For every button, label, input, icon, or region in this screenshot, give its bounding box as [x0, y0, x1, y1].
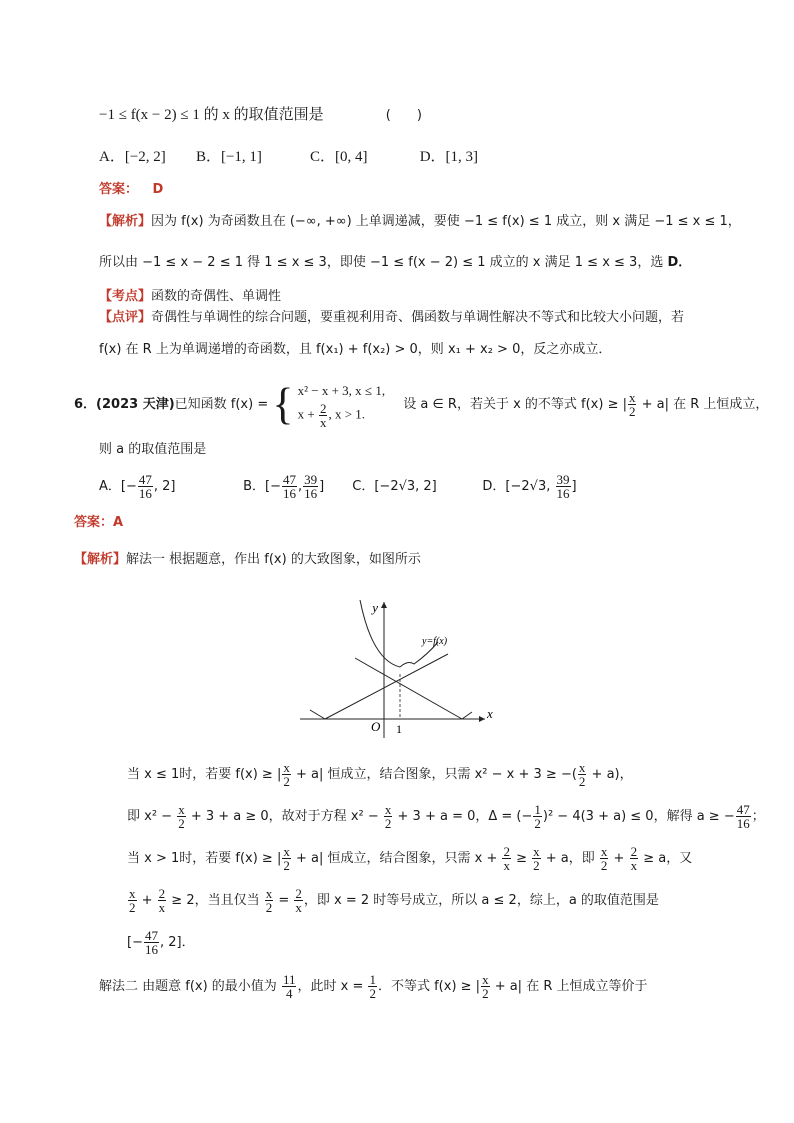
frac-num: 2	[630, 844, 638, 859]
frac-den: 2	[178, 816, 185, 831]
q6-option-a	[99, 472, 239, 502]
abs-line-left-short	[310, 710, 325, 719]
method2-c: ．不等式 f(x) ≥ |	[377, 979, 481, 994]
sol4-c: =	[274, 893, 294, 908]
frac-num: 47	[736, 802, 750, 817]
q6-stem	[74, 380, 768, 429]
method2-d: + a| 在 R 上恒成立等价于	[490, 979, 648, 994]
sol1-frac1	[282, 761, 291, 788]
q6-stem-line2-text: 则 a 的取值范围是	[99, 442, 207, 457]
frac-num: 1	[369, 972, 376, 987]
q5-kaodian-tag: 【考点】	[99, 289, 152, 304]
frac-den: 16	[556, 486, 570, 501]
sol2-frac3	[533, 803, 542, 830]
frac-den: 2	[534, 816, 541, 831]
method2-b: ，此时 x =	[297, 979, 368, 994]
case-2	[298, 402, 385, 429]
sol3-a: 当 x > 1时，若要 f(x) ≥ |	[127, 851, 282, 866]
q5-analysis-choice: D．	[667, 255, 692, 270]
x-axis-arrow	[479, 716, 485, 722]
sol2-b: + 3 + a ≥ 0，故对于方程 x² −	[186, 809, 383, 824]
frac-den: x	[503, 858, 510, 873]
method2-frac3	[481, 973, 490, 1000]
frac-num: x	[265, 886, 273, 901]
opt-d-post: ]	[571, 479, 577, 494]
opt-a-post: , 2]	[153, 479, 176, 494]
q5-analysis-text1: 因为 f(x) 为奇函数且在 (−∞, +∞) 上单调递减，要使 −1 ≤ f(x) ≤ 1 成立，则 x 满足 −1 ≤ x ≤ 1，	[151, 214, 741, 229]
frac-num: x	[578, 760, 586, 775]
q5-options	[99, 147, 504, 168]
q5-stem	[99, 105, 422, 126]
frac-num: 39	[556, 472, 570, 487]
sol-line3	[127, 844, 692, 874]
sol5-a: [−	[127, 935, 143, 950]
case-2-pre: x +	[297, 406, 318, 422]
piecewise-cases	[298, 380, 385, 429]
sol4-frac3	[265, 887, 274, 914]
frac-num: 1	[534, 802, 541, 817]
q5-answer-label: 答案：	[99, 182, 139, 197]
sol2-d: )² − 4(3 + a) ≤ 0，解得 a ≥ −	[542, 809, 735, 824]
sol-line5	[127, 928, 195, 958]
curve-label: y=f(x)	[422, 636, 448, 647]
frac-num: x	[178, 802, 185, 817]
q5-option-b: B．[−1, 1]	[195, 149, 262, 165]
frac-num: 2	[503, 844, 510, 859]
opt-b-post: ]	[319, 479, 325, 494]
sol2-a: 即 x² −	[127, 809, 177, 824]
frac-den: 2	[482, 986, 489, 1001]
sol-line4	[127, 886, 659, 916]
opt-a-frac	[138, 473, 153, 500]
sol5-frac	[144, 929, 159, 956]
sol4-frac2	[158, 887, 167, 914]
sol3-frac3	[532, 845, 541, 872]
sol2-frac1	[177, 803, 186, 830]
sol4-b: ≥ 2，当且仅当	[167, 893, 264, 908]
method2-line	[99, 972, 648, 1002]
sol3-frac5	[630, 845, 639, 872]
frac-num: x	[384, 802, 392, 817]
q5-dianping-line1	[99, 308, 684, 328]
q6-method1-title	[74, 550, 421, 570]
frac-den: 2	[600, 858, 608, 873]
q5-kaodian-text: 函数的奇偶性、单调性	[151, 289, 282, 304]
sol4-frac1	[128, 887, 137, 914]
method2-frac1	[282, 973, 297, 1000]
q5-analysis-line1	[99, 212, 741, 232]
frac-num: x	[129, 886, 136, 901]
frac-den: x	[295, 900, 302, 915]
q6-option-b: B．[− $\frac{47}{16}$ , $\frac{39}{16}$ ]	[243, 472, 325, 501]
y-axis-label: y	[372, 600, 378, 615]
q5-option-c: C．[0, 4]	[310, 149, 368, 165]
origin-label: O	[371, 719, 381, 734]
frac-den: 2	[369, 986, 376, 1001]
frac-den: 2	[384, 816, 392, 831]
q6-stem-mid: 设 a ∈ R，若关于 x 的不等式 f(x) ≥ |	[403, 397, 627, 412]
frac-num: 47	[283, 472, 297, 487]
q5-dianping-text1: 奇偶性与单调性的综合问题，要重视利用奇、偶函数与单调性解决不等式和比较大小问题，若	[151, 310, 685, 325]
method2-a: 解法二 由题意 f(x) 的最小值为	[99, 979, 281, 994]
method2-frac2	[368, 973, 377, 1000]
sol3-f: ≥ a，又	[639, 851, 693, 866]
frac-den: 2	[628, 404, 636, 419]
tick-one-label: 1	[396, 722, 402, 736]
parabola-branch	[360, 600, 400, 667]
function-graph	[290, 590, 510, 740]
y-axis-arrow	[381, 602, 387, 608]
case-2-post: , x > 1.	[328, 406, 366, 422]
frac-den: 2	[283, 858, 290, 873]
frac-num: 2	[158, 886, 166, 901]
q6-answer-text: 答案：A	[74, 515, 124, 530]
q6-stem-pre: 已知函数 f(x) =	[174, 397, 269, 412]
opt-d-pre: D．[−2√3,	[482, 479, 555, 494]
frac-num: 11	[282, 972, 296, 987]
frac-den: x	[158, 900, 166, 915]
sol1-frac2	[578, 761, 587, 788]
frac-den: 16	[283, 486, 297, 501]
sol1-a: 当 x ≤ 1时，若要 f(x) ≥ |	[127, 767, 282, 782]
q6-method1-text: 解法一 根据题意，作出 f(x) 的大致图象，如图所示	[126, 552, 421, 567]
opt-b-pre: B．[−	[243, 479, 282, 494]
q5-option-a: A．[−2, 2]	[99, 149, 166, 165]
frac-den: 16	[304, 486, 318, 501]
opt-a-pre: A．[−	[99, 479, 137, 494]
sol3-b: + a| 恒成立，结合图象，只需 x +	[291, 851, 502, 866]
q6-stem-mid2: + a| 在 R 上恒成立，	[637, 397, 769, 412]
abs-line-falling	[355, 658, 462, 719]
sol2-c: + 3 + a = 0，Δ = (−	[393, 809, 533, 824]
q5-dianping-text2: f(x) 在 R 上为单调递增的奇函数，且 f(x₁) + f(x₂) > 0，则 x₁ + x₂ > 0，反之亦成立．	[99, 342, 612, 357]
abs-line-rising	[325, 654, 448, 719]
frac-num: x	[283, 844, 290, 859]
frac-num: x	[283, 760, 290, 775]
frac-den: x	[319, 415, 327, 430]
frac-num: 2	[319, 401, 327, 416]
sol2-frac4	[736, 803, 751, 830]
sol1-c: + a)，	[587, 767, 633, 782]
q5-dianping-tag: 【点评】	[99, 310, 152, 325]
q5-option-d: D．[1, 3]	[419, 149, 479, 165]
q5-kaodian	[99, 287, 281, 307]
frac-den: 16	[736, 816, 750, 831]
q5-analysis-tag: 【解析】	[99, 214, 152, 229]
frac-num: x	[600, 844, 608, 859]
sol4-a: +	[137, 893, 157, 908]
q5-answer	[99, 180, 163, 200]
frac-den: 2	[578, 774, 586, 789]
sol3-frac4	[600, 845, 609, 872]
sol4-frac4	[294, 887, 303, 914]
q5-analysis-text2: 所以由 −1 ≤ x − 2 ≤ 1 得 1 ≤ x ≤ 3，即使 −1 ≤ f(x − 2) ≤ 1 成立的 x 满足 1 ≤ x ≤ 3，选	[99, 255, 668, 270]
q5-answer-paren: ( )	[385, 108, 422, 123]
q6-number: 6．	[74, 397, 97, 412]
abs-line-right-short	[462, 712, 472, 719]
frac-den: 2	[265, 900, 273, 915]
frac-den: 2	[129, 900, 136, 915]
q5-dianping-line2	[99, 340, 611, 360]
q5-answer-value: D	[152, 182, 164, 197]
frac-num: x	[628, 390, 636, 405]
frac-den: 2	[533, 858, 540, 873]
frac-den: 4	[285, 986, 293, 1001]
piecewise-brace: {	[272, 379, 294, 429]
case-2-frac	[319, 402, 328, 429]
sol2-e: ；	[751, 809, 765, 824]
case-1: x² − x + 3, x ≤ 1,	[297, 383, 386, 398]
q6-analysis-tag: 【解析】	[74, 552, 127, 567]
frac-num: 47	[138, 472, 152, 487]
sol1-b: + a| 恒成立，结合图象，只需 x² − x + 3 ≥ −(	[291, 767, 577, 782]
q6-option-c: C．[−2√3, 2]	[352, 479, 437, 494]
frac-num: 39	[304, 472, 318, 487]
sol4-d: ，即 x = 2 时等号成立，所以 a ≤ 2，综上，a 的取值范围是	[303, 893, 659, 908]
sol-line2	[127, 802, 765, 832]
frac-den: x	[630, 858, 638, 873]
frac-num: x	[533, 844, 540, 859]
q6-answer	[74, 513, 123, 533]
frac-num: x	[482, 972, 489, 987]
opt-d-frac	[556, 473, 571, 500]
q6-stem-frac	[628, 391, 637, 418]
q5-stem-text: −1 ≤ f(x − 2) ≤ 1 的 x 的取值范围是	[99, 107, 324, 123]
frac-den: 2	[283, 774, 290, 789]
sol3-frac1	[282, 845, 291, 872]
q5-analysis-line2	[99, 253, 691, 273]
q6-options	[99, 472, 577, 502]
sol-line1	[127, 760, 633, 790]
frac-den: 16	[138, 486, 152, 501]
opt-b-frac1	[282, 473, 297, 500]
sol3-e: +	[609, 851, 629, 866]
sol3-frac2	[502, 845, 511, 872]
q6-stem-line2	[99, 440, 206, 460]
sol2-frac2	[384, 803, 393, 830]
opt-b-frac2	[303, 473, 318, 500]
q6-option-d	[482, 472, 576, 502]
q6-source: (2023 天津)	[96, 397, 175, 412]
frac-num: 2	[295, 886, 302, 901]
x-axis-label: x	[487, 706, 493, 721]
sol3-d: + a，即	[541, 851, 599, 866]
frac-num: 47	[144, 928, 158, 943]
sol3-c: ≥	[511, 851, 532, 866]
frac-den: 16	[144, 942, 158, 957]
sol5-b: , 2]．	[159, 935, 195, 950]
